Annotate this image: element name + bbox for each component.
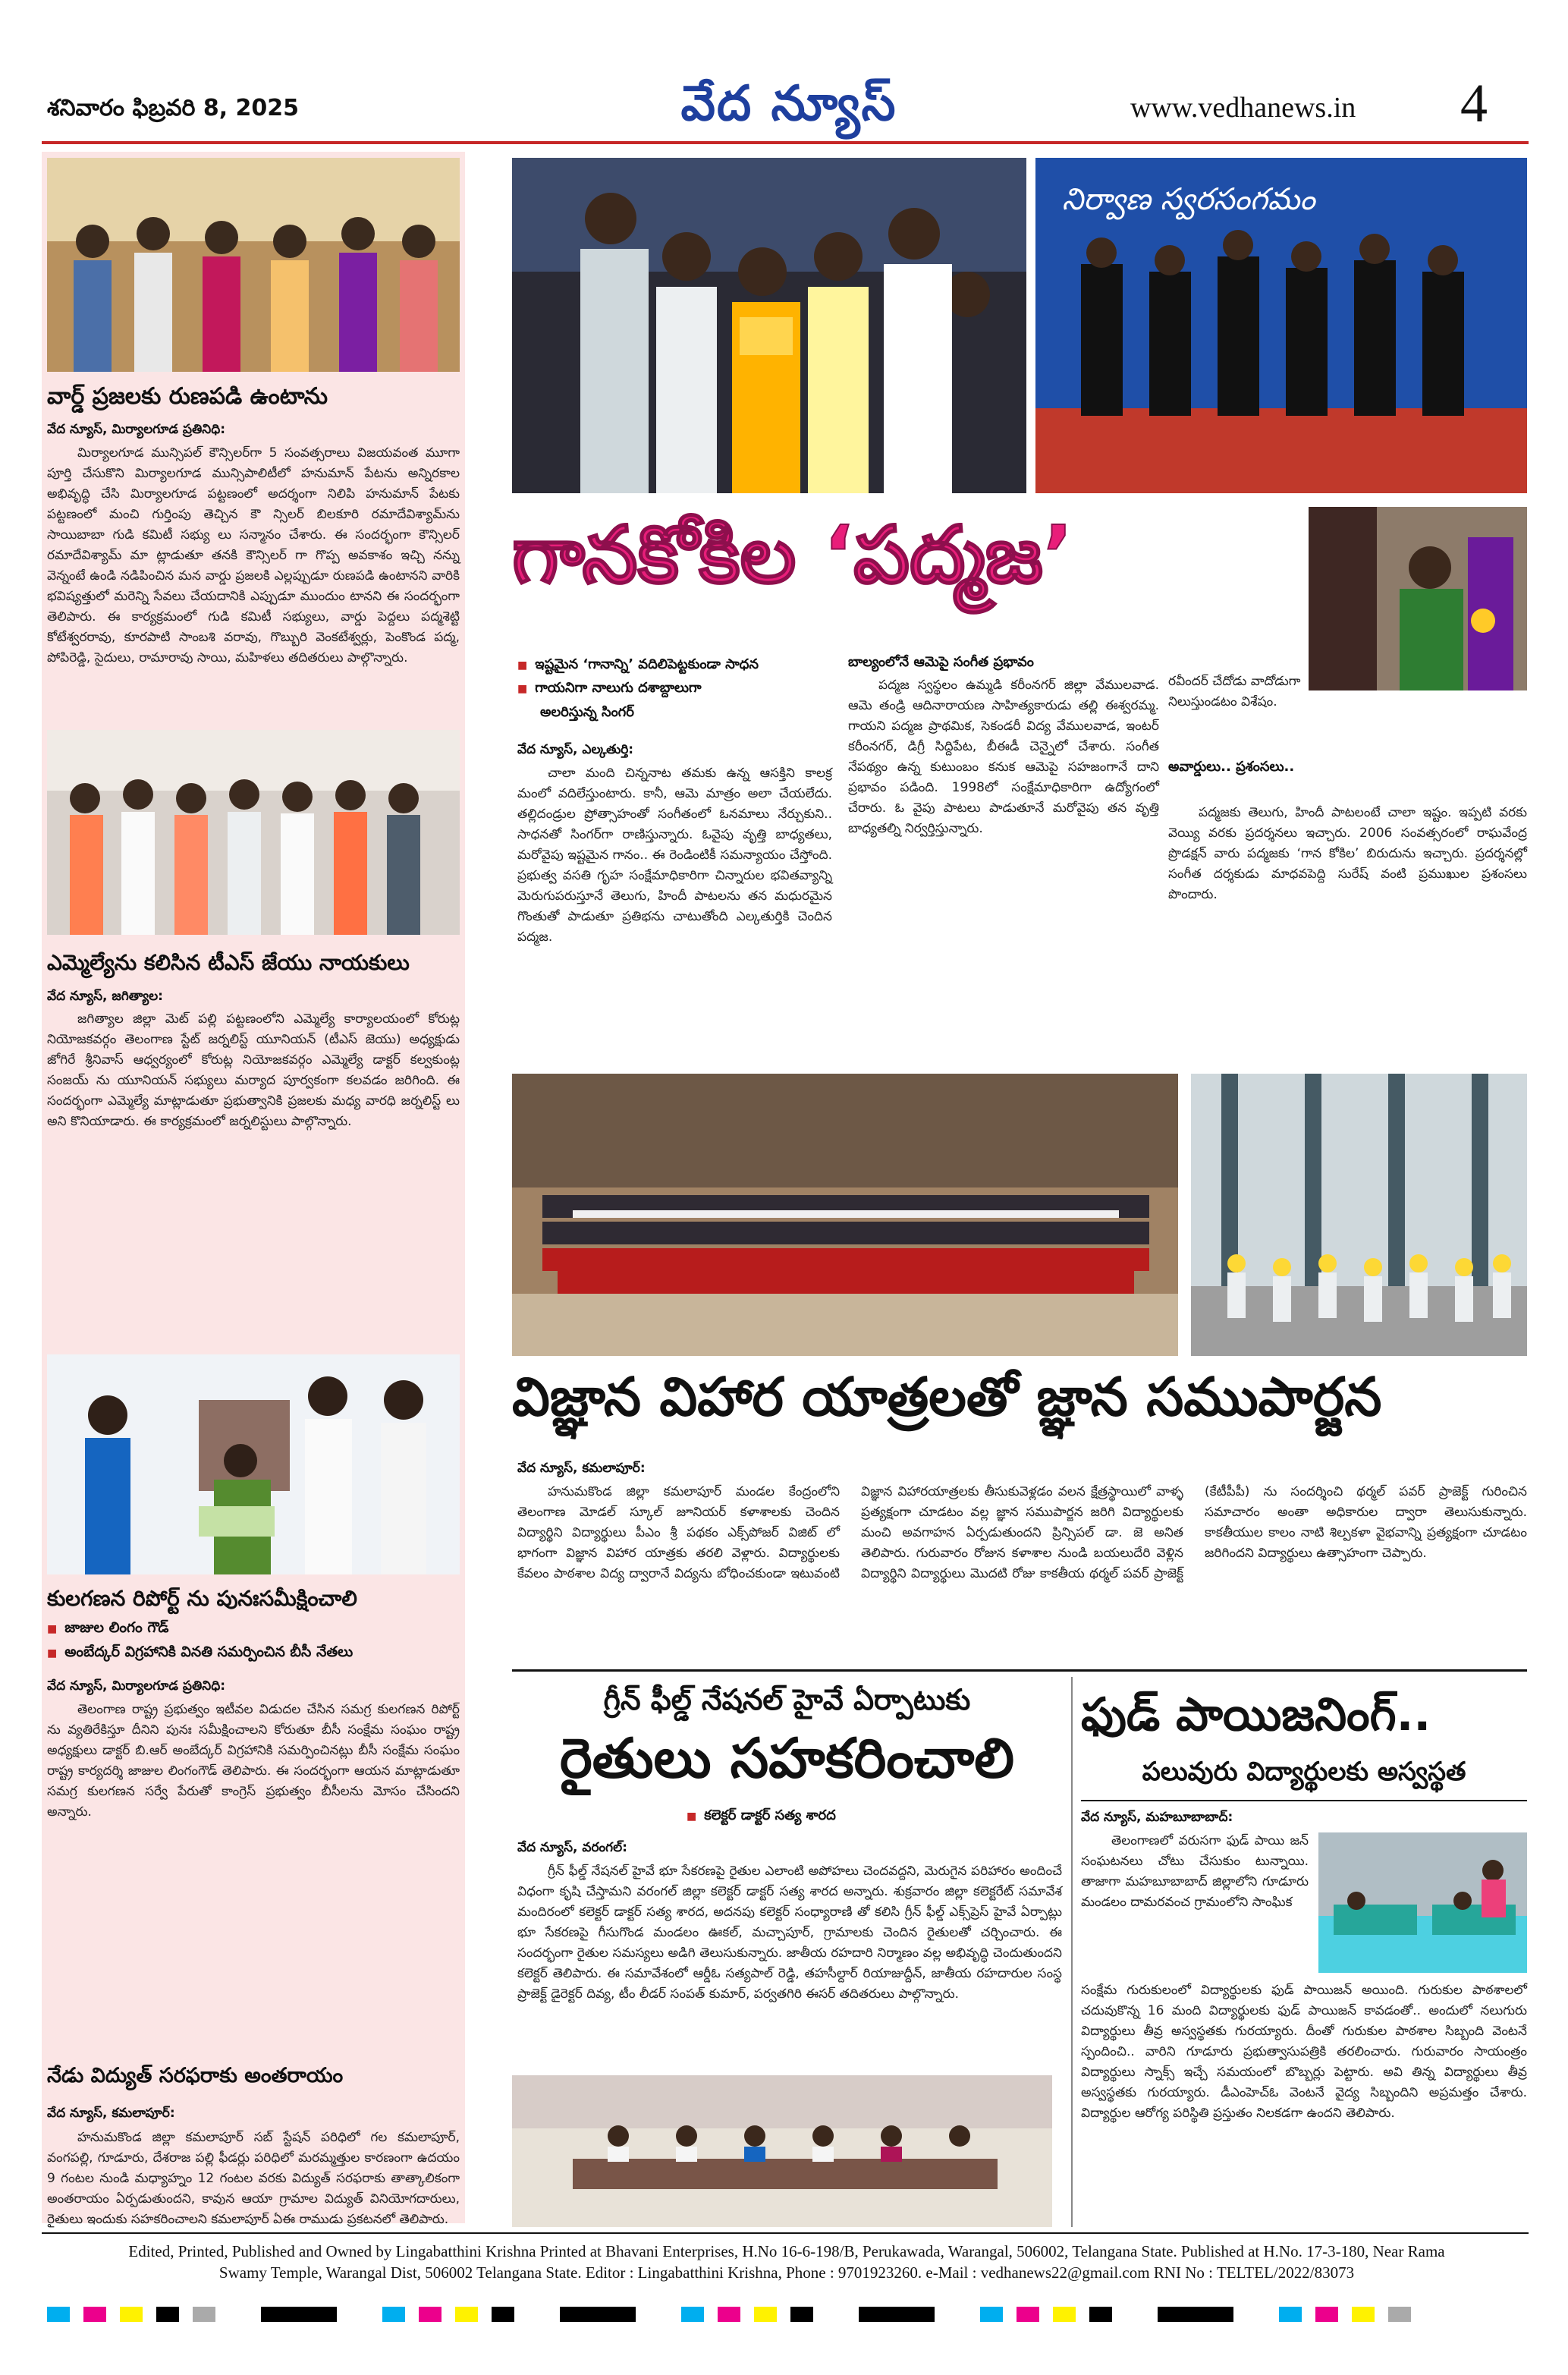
article-body: తెలంగాణ రాష్ట్ర ప్రభుత్వం ఇటీవల విడుదల చేసిన సమగ్ర కులగణన రిపోర్ట్ ను వ్యతిరేకిస్తూ దీనిని పునః సమీక్షించాలని కోరుతూ బీసీ సంక్షేమ సంఘం రాష్ట్ర అధ్యక్షులు డాక్టర్ బి.ఆర్ అంబేద్కర్ విగ్రహానికి సమర్పించినట్లు బీసీ సంక్షేమ సంఘం రాష్ట్ర కార్యదర్శి జాజుల లింగంగౌడ్ తెలిపారు. ఈ సందర్భంగా ఆయన మాట్లాడుతూ సమగ్ర కులగణన సర్వే పేరుతో కాంగ్రెస్ ప్రభుత్వం బీసీలను మోసం చేసిందని అన్నారు. bbox=[47, 1702, 460, 1820]
article-headline: కులగణన రిపోర్ట్ ను పునఃసమీక్షించాలి bbox=[47, 1586, 357, 1611]
story-headline-vignana: విజ్ఞాన విహార యాత్రలతో జ్ఞాన సముపార్జన bbox=[512, 1366, 1382, 1428]
article-body: సంక్షేమ గురుకులంలో విద్యార్థులకు ఫుడ్ పాయిజన్ అయింది. గురుకుల పాఠశాలలో చదువుకొన్న 16 మంది విద్యార్థులకు ఫుడ్ పాయిజన్ కావడంతో.. అందులో నలుగురు విద్యార్థులు తీవ్ర అస్వస్థతకు గురయ్యారు. దీంతో గురుకుల పాఠశాల సిబ్బంది వెంటనే స్పందించి.. వారిని గూడూరు ప్రభుత్వాసుపత్రికి తరలించారు. గురువారం సాయంత్రం విద్యార్థులు స్నాక్స్ ఇచ్చే సమయంలో బొబ్బర్లు పెట్టారు. అవి తిన్న విద్యార్థులు తీవ్ర అస్వస్థతకు గురయ్యారు. డీఎంహెచ్‌ఓ వెంటనే వైద్య సిబ్బందిని అప్రమత్తం చేశారు. విద్యార్థుల ఆరోగ్య పరిస్థితి ప్రస్తుతం నిలకడగా ఉందని తెలిపారు. bbox=[1081, 1983, 1527, 2121]
article-subheadline: ■ జాజుల లింగం గౌడ్ bbox=[47, 1619, 460, 1640]
headline-underline bbox=[1081, 1800, 1527, 1801]
masthead bbox=[0, 0, 1568, 148]
article-subheadline: ■ అంబేద్కర్ విగ్రహానికి వినతి సమర్పించిన బీసీ నేతలు bbox=[47, 1644, 460, 1664]
issue-date: శనివారం ఫిబ్రవరి 8, 2025 bbox=[47, 95, 300, 121]
story-kicker: గ్రీన్ ఫీల్డ్ నేషనల్ హైవే ఏర్పాటుకు bbox=[603, 1683, 971, 1716]
masthead-rule bbox=[42, 141, 1529, 144]
padmaja-award-photo bbox=[512, 158, 1026, 493]
article-byline: వేద న్యూస్, మహబూబాబాద్: bbox=[1081, 1810, 1233, 1825]
story-bullet: అలరిస్తున్న సింగర్ bbox=[540, 704, 634, 720]
article-body: హనుమకొండ జిల్లా కమలాపూర్ మండల కేంద్రంలోని తెలంగాణ మోడల్ స్కూల్ జూనియర్ కళాశాలకు చెందిన విద్యార్థిని విద్యార్థులు పీఎం శ్రీ పథకం ఎక్స్‌పోజర్ విజిట్ లో భాగంగా విజ్ఞాన విహార యాత్రకు తరలి వెళ్లారు. విద్యార్థులకు కేవలం పాఠశాల విద్య ద్వారానే విద్యను బోధించకుండా ఇటువంటి విజ్ఞాన విహారయాత్రలకు తీసుకువెళ్లడం వలన క్షేత్రస్థాయిలో వాళ్ళ ప్రత్యక్షంగా చూడటం వల్ల జ్ఞాన సముపార్జన జరిగి విద్యార్థులకు మంచి అవగాహన ఏర్పడుతుందని ప్రిన్సిపల్ డా. జె అనిత తెలిపారు. గురువారం రోజున కళాశాల నుండి బయలుదేరి వెళ్లిన విద్యార్థిని విద్యార్థులు మొదటి రోజు కాకతీయ థర్మల్ పవర్ ప్రాజెక్ట్ (కేటీపీపీ) ను సందర్శించి థర్మల్ పవర్ ప్రాజెక్ట్ గురించిన సమాచారం అంతా అధికారుల ద్వారా తెలుసుకున్నారు. కాకతీయుల కాలం నాటి శిల్పకళా వైభవాన్ని ప్రత్యక్షంగా చూడటం జరిగిందని విద్యార్థులు ఉత్సాహంగా చెప్పారు. bbox=[517, 1484, 1527, 1581]
article-body: గ్రీన్ ఫీల్డ్ నేషనల్ హైవే భూ సేకరణపై రైతుల ఎలాంటి అపోహలు చెందవద్దని, మెరుగైన పరిహారం అందించే విధంగా కృషి చేస్తామని వరంగల్ జిల్లా కలెక్టర్ డాక్టర్ సత్య శారద అన్నారు. శుక్రవారం జిల్లా కలెక్టరేట్ సమావేశ మందిరంలో కలెక్టర్ డాక్టర్ సత్య శారద, అదనపు కలెక్టర్ సంధ్యారాణి తో కలిసి గ్రీన్ ఫీల్డ్ ఎక్స్‌ప్రెస్ హైవే ఏర్పాట్లు భూ సేకరణపై గీసుగొండ మండలం ఊకల్, మచ్చాపూర్, గ్రామాలకు చెందిన రైతులతో చర్చించారు. ఈ సందర్భంగా రైతుల సమస్యలు అడిగి తెలుసుకున్నారు. జాతీయ రహదారి నిర్మాణం వల్ల అభివృద్ధి చెందుతుందని కలెక్టర్ తెలిపారు. ఈ సమావేశంలో ఆర్డీఓ సత్యపాల్ రెడ్డి, తహసీల్దార్ రియాజుద్దీన్, జాతీయ రహదారుల సంస్థ ప్రాజెక్ట్ డైరెక్టర్ దివ్య, టీం లీడర్ సంపత్ కుమార్, పర్వతగిరి ఈసర్ తదితరులు పాల్గొన్నారు. bbox=[517, 1864, 1062, 2002]
story-headline-ganakokila: గానకోకిల ‘పద్మజ’ bbox=[512, 508, 1073, 601]
article-byline: వేద న్యూస్, మిర్యాలగూడ ప్రతినిధి: bbox=[47, 422, 226, 437]
article-byline: వేద న్యూస్, మిర్యాలగూడ ప్రతినిధి: bbox=[47, 1678, 226, 1694]
article-body: చాలా మంది చిన్ననాట తమకు ఉన్న ఆసక్తిని కాలక్ర మంలో వదిలేస్తుంటారు. కానీ, ఆమె మాత్రం అలా చేయలేదు. తల్లిదండ్రుల ప్రోత్సాహంతో సంగీతంలో ఓనమాలు నేర్చుకుని.. సాధనతో సింగర్‌గా రాణిస్తున్నారు. ఓవైపు వృత్తి బాధ్యతలు, మరోవైపు ఇష్టమైన గానం.. ఈ రెండింటికీ సమన్యాయం చేస్తోంది. ప్రభుత్వ వసతి గృహ సంక్షేమాధికారిగా చిన్నారుల భవితవ్యాన్ని మెరుగుపరుస్తూనే తెలుగు, హిందీ పాటలను తన మధురమైన గొంతుతో పాడుతూ ప్రతిభను చాటుతోంది ఎల్కతుర్తికి చెందిన పద్మజ. bbox=[517, 766, 832, 945]
article-body: మిర్యాలగూడ మున్సిపల్ కౌన్సిలర్‌గా 5 సంవత్సరాలు విజయవంత మూగా పూర్తి చేసుకొని మిర్యాలగూడ మున్సిపాలిటీలో హనుమాన్ పేటను అన్నిరకాల అభివృద్ధి చేసి మిర్యాలగూడ పట్టణంలో అదర్శంగా నిలిపి హనుమాన్ పేటకు పట్టణంలో మంచి గుర్తింపు తెచ్చిన కౌ న్సిలర్ బిలకూరి రమాదేవిశ్యామ్‌ను సాయిబాబా గుడి కమిటీ సభ్యు లు సన్మానం చేశారు. ఈ సందర్భంగా కౌన్సిలర్ రమాదేవిశ్యామ్ మా ట్లాడుతూ తనకి కౌన్సిలర్ గా గొప్ప అవకాశం ఇచ్చి నన్ను వెన్నంటే ఉండి నడిపించిన మన వార్డు ప్రజలకి ఎల్లప్పుడూ రుణపడి ఉంటానని వారికి భవిష్యత్తులో మరెన్ని సేవలు చేయదానికి ఎప్పుడూ ముందుం టానని ఈ సందర్భంగా తెలిపారు. ఈ కార్యక్రమంలో గుడి కమిటీ సభ్యులు, వార్డు పెద్దలు పద్మశెట్టి కోటేశ్వరరావు, కూరపాటి సాంబశి వరావు, గొబ్బురి వెంకటేశ్వర్లు, పెంకొండ పద్మ, పోపిరెడ్డి, సైదులు, రామారావు సాయి, మహిళలు తదితరులు పాల్గొన్నారు. bbox=[47, 445, 460, 665]
story-headline-raitulu: రైతులు సహకరించాలి bbox=[559, 1726, 1015, 1790]
article-byline: వేద న్యూస్, కమలాపూర్: bbox=[47, 2106, 175, 2121]
website-url[interactable]: www.vedhanews.in bbox=[1130, 92, 1356, 124]
article-body: రవీందర్ చేదోడు వాదోడుగా నిలుస్తుండటం విశేషం. bbox=[1168, 674, 1301, 709]
page-number: 4 bbox=[1460, 73, 1488, 134]
imprint-line: Edited, Printed, Published and Owned by Lingabatthini Krishna Printed at Bhavani Enterprises, H.No 16-6-198/B, Perukawada, Warangal, 506002, Telangana State. Published at H.No. 17-3-180, Near Rama bbox=[128, 2242, 1445, 2260]
article-byline: వేద న్యూస్, కమలాపూర్: bbox=[517, 1461, 646, 1476]
article-subheadline: అవార్డులు.. ప్రశంసలు.. bbox=[1168, 759, 1295, 775]
story-subheadline: పలువురు విద్యార్థులకు అస్వస్థత bbox=[1142, 1757, 1466, 1787]
article-body: పద్మజ స్వస్థలం ఉమ్మడి కరీంనగర్ జిల్లా వేములవాడ. ఆమె తండ్రి ఆదినారాయణ సాహిత్యకారుడు తల్లి ఈశ్వరమ్మ. గాయని పద్మజ ప్రాథమిక, సెకండరీ విద్య వేములవాడ, ఇంటర్ కరీంనగర్, డిగ్రీ సిద్దిపేట, బీఈడీ చెన్నైలో చేశారు. సంగీత నేపథ్యం ఉన్న కుటుంబం కనుక ఆమెపై సహజంగానే దాని ప్రభావం పడింది. 1998లో సంక్షేమాధికారిగా ఉద్యోగంలో చేరారు. ఓ వైపు పాటలు పాడుతూనే మరోవైపు తన వృత్తి బాధ్యతల్ని నిర్వర్తిస్తున్నారు. bbox=[848, 678, 1159, 836]
section-divider bbox=[512, 1669, 1527, 1672]
column-divider bbox=[1071, 1677, 1073, 2227]
story-bullet: ■ ఇష్టమైన ‘గానాన్ని’ వదిలిపెట్టకుండా సాధన bbox=[517, 656, 836, 675]
students-temple-group-photo bbox=[512, 1074, 1178, 1356]
collector-meeting-photo bbox=[512, 2075, 1052, 2227]
article-byline: వేద న్యూస్, వరంగల్: bbox=[517, 1840, 627, 1855]
stage-banner-text: నిర్వాణ స్వరసంగమం bbox=[1062, 182, 1315, 217]
article-body: తెలంగాణలో వరుసగా ఫుడ్ పాయి జన్ సంఘటనలు చోటు చేసుకుం టున్నాయి. తాజాగా మహబూబాబాద్ జిల్లాలోని గూడూరు మండలం దామరవంచ గ్రామంలోని సాంఘిక bbox=[1081, 1833, 1309, 1910]
article-subheadline: బాల్యంలోనే ఆమెపై సంగీత ప్రభావం bbox=[848, 654, 1034, 670]
article-byline: వేద న్యూస్, జగిత్యాల: bbox=[47, 989, 163, 1004]
article-headline: వార్డ్ ప్రజలకు రుణపడి ఉంటాను bbox=[47, 383, 328, 410]
padmaja-portrait-photo bbox=[1309, 507, 1527, 690]
bc-leaders-photo bbox=[47, 1354, 460, 1574]
imprint-line: Swamy Temple, Warangal Dist, 506002 Telangana State. Editor : Lingabatthini Krishna, Phone : 9701923260. e-Mail : vedhanews22@gmail.com RNI No : TELTEL/2022/83073 bbox=[218, 2263, 1355, 2282]
footer-rule bbox=[42, 2232, 1529, 2234]
article-body: హనుమకొండ జిల్లా కమలాపూర్ సబ్ స్టేషన్ పరిధిలో గల కమలాపూర్, వంగపల్లి, గూడూరు, దేశరాజ పల్లి ఫీడర్లు పరిధిలో మరమ్మత్తుల కారణంగా ఉదయం 9 గంటల నుండి మధ్యాహ్నం 12 గంటల వరకు విద్యుత్ సరఫరాకు తాత్కాలికంగా అంతరాయం ఏర్పడుతుందని, కావున ఆయా గ్రామాల విద్యుత్ వినియోగదారులు, రైతులు ఇందుకు సహకరించాలని కమలాపూర్ ఏఈ రాముడు ప్రకటనలో తెలిపారు. bbox=[47, 2130, 460, 2227]
article-body: జగిత్యాల జిల్లా మెట్ పల్లి పట్టణంలోని ఎమ్మెల్యే కార్యాలయంలో కోరుట్ల నియోజకవర్గం తెలంగాణ స్టేట్ జర్నలిస్ట్ యూనియన్ (టీఎస్ జెయు) అధ్యక్షుడు జోగిరే శ్రీనివాస్ ఆధ్వర్యంలో కోరుట్ల నియోజకవర్గం ఎమ్మెల్యే డాక్టర్ కల్వకుంట్ల సంజయ్ ను యూనియన్ సభ్యులు మర్యాద పూర్వకంగా కలవడం జరిగింది. ఈ సందర్భంగా ఎమ్మెల్యే మాట్లాడుతూ ప్రభుత్వానికి ప్రజలకు మధ్య వారధి జర్నలిస్ట్ లు అని కొనియాడారు. ఈ కార్యక్రమంలో జర్నలిస్టులు పాల్గొన్నారు. bbox=[47, 1011, 460, 1129]
article-headline: నేడు విద్యుత్ సరఫరాకు అంతరాయం bbox=[47, 2064, 344, 2087]
article-byline: వేద న్యూస్, ఎల్కతుర్తి: bbox=[517, 742, 634, 757]
article-body: పద్మజకు తెలుగు, హిందీ పాటలంటే చాలా ఇష్టం. ఇప్పటి వరకు వెయ్యి వరకు ప్రదర్శనలు ఇచ్చారు. 2006 సంవత్సరంలో రాఘవేంద్ర ప్రొడక్షన్ వారు పద్మజకు ‘గాన కోకిల’ బిరుదును ఇచ్చారు. ప్రదర్శనల్లో సంగీత దర్శకుడు మాధవపెద్ది సురేష్ వంటి ప్రముఖుల ప్రశంసలు పొందారు. bbox=[1168, 805, 1527, 902]
ward-felicitation-photo bbox=[47, 158, 460, 372]
tsju-meeting-photo bbox=[47, 730, 460, 935]
story-bullet: ■ గాయనిగా నాలుగు దశాబ్దాలుగా bbox=[517, 680, 836, 699]
students-powerplant-photo bbox=[1191, 1074, 1527, 1356]
story-headline-food: ఫుడ్ పాయిజనింగ్.. bbox=[1081, 1688, 1431, 1741]
students-hospital-photo bbox=[1318, 1832, 1527, 1973]
story-subheadline: ■ కలెక్టర్ డాక్టర్ సత్య శారద bbox=[687, 1807, 1062, 1826]
color-registration-bar bbox=[47, 2307, 1526, 2322]
newspaper-title: వేద న్యూస్ bbox=[680, 76, 897, 132]
article-headline: ఎమ్మెల్యేను కలిసిన టీఎస్ జేయు నాయకులు bbox=[47, 950, 410, 975]
